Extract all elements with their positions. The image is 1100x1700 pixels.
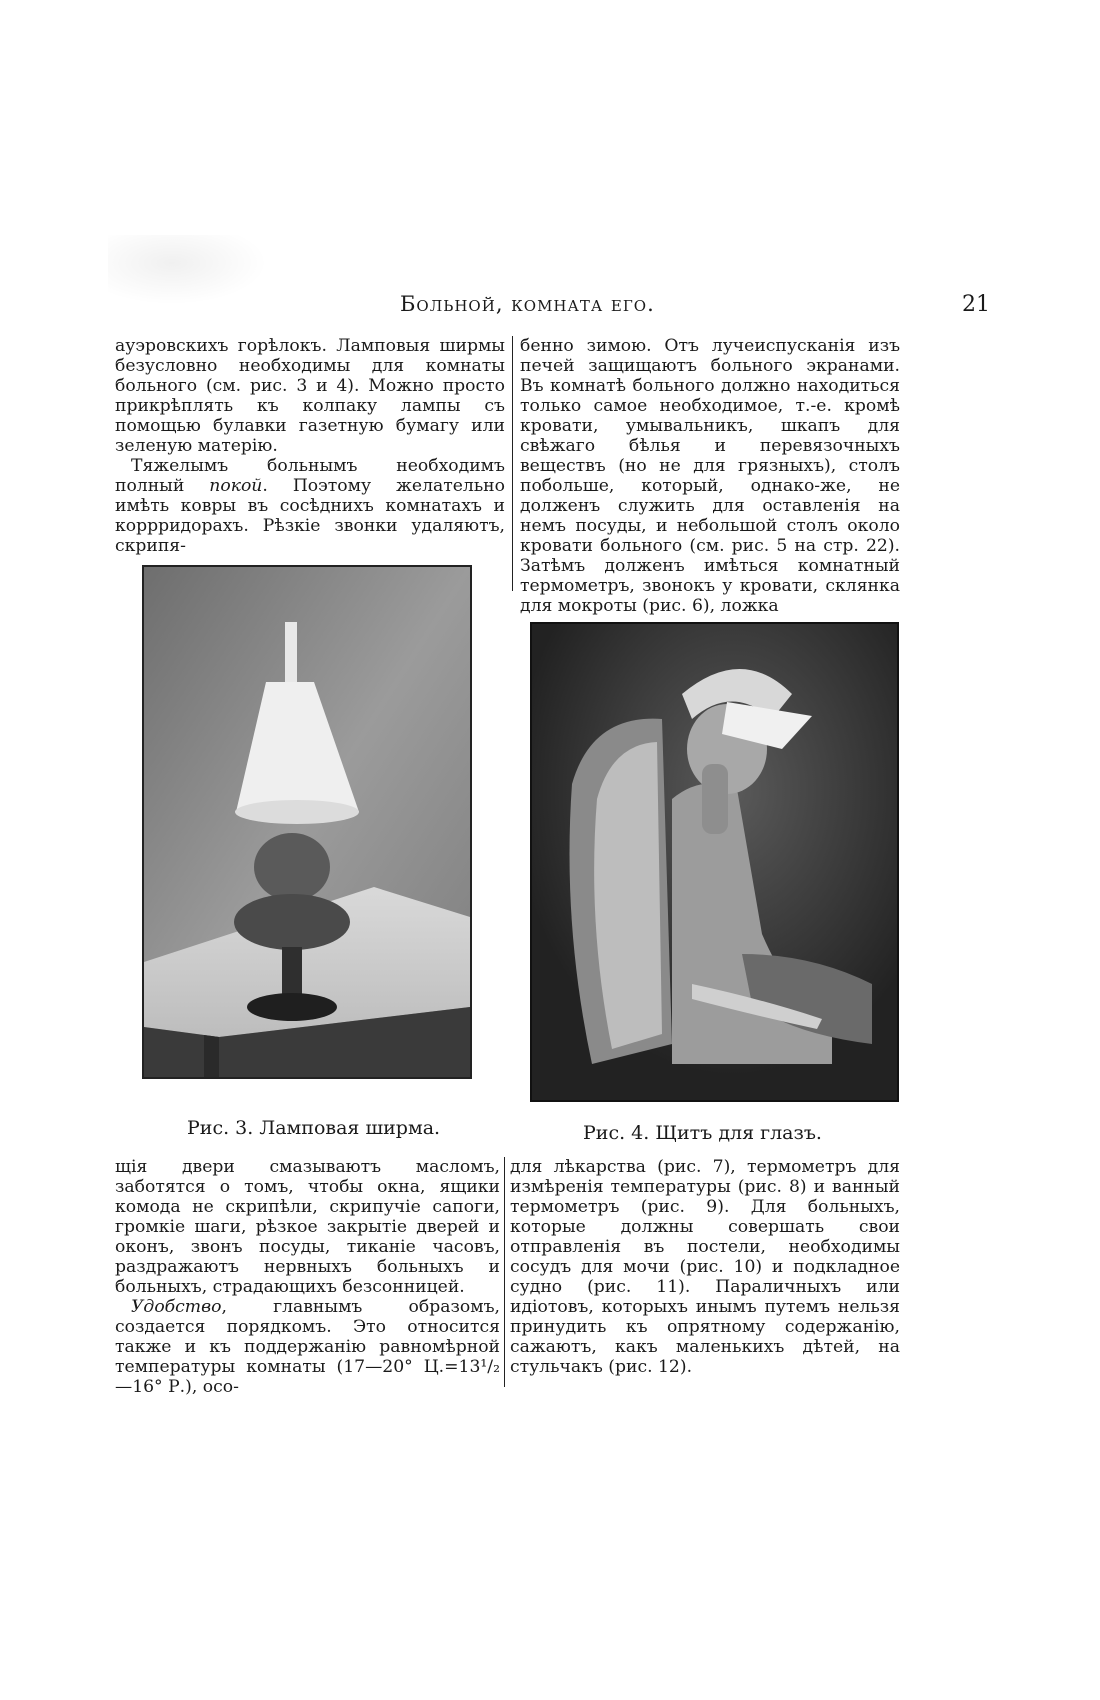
column-bottom-left: [115, 1157, 500, 1397]
emphasis: покой: [209, 476, 263, 496]
column-top-left: [115, 336, 505, 556]
text-run: Тяжелымъ больнымъ необходимъ полный: [115, 456, 505, 496]
column-divider: [504, 1157, 505, 1387]
paragraph: для лѣкарства (рис. 7), термометръ для измѣренія температуры (рис. 8) и ванный термометръ (рис. 9). Для больныхъ, которые должны совершать свои отправленія въ постели, необходимы сосудъ для мочи (рис. 10) и подкладное судно (рис. 11). Параличныхъ или идіотовъ, которыхъ инымъ путемъ нельзя принудить къ опрятному содержанію, сажаютъ, какъ маленькихъ дѣтей, на стульчакъ (рис. 12).: [510, 1157, 900, 1377]
figure-eye-shield: [530, 622, 899, 1102]
emphasis: Удобство: [131, 1297, 222, 1317]
page-number: 21: [962, 292, 990, 317]
paragraph: [115, 456, 505, 556]
lamp-illustration: [144, 567, 470, 1077]
figure-4-caption: Рис. 4. Щитъ для глазъ.: [583, 1122, 822, 1144]
column-divider: [512, 336, 513, 591]
patient-illustration: [532, 624, 897, 1100]
text-run: . Поэтому желательно имѣть ковры въ сосѣднихъ комнатахъ и коррридорахъ. Рѣзкіе звонки удаляютъ, скрипя-: [115, 476, 505, 556]
page-header: [110, 292, 990, 326]
column-top-right: [520, 336, 900, 616]
paragraph: щія двери смазываютъ масломъ, заботятся о томъ, чтобы окна, ящики комода не скрипѣли, скрипучіе сапоги, громкіе шаги, рѣзкое закрытіе дверей и оконъ, звонъ посуды, тиканіе часовъ, раздражаютъ нервныхъ больныхъ и больныхъ, страдающихъ безсонницей.: [115, 1157, 500, 1297]
paragraph: [115, 1297, 500, 1397]
column-bottom-right: [510, 1157, 900, 1377]
running-head: Больной, комната его.: [400, 292, 655, 316]
text-run: , главнымъ образомъ, создается порядкомъ. Это относится также и къ поддержанію равномѣрной температуры комнаты (17—20° Ц.=13¹/₂—16° Р.), осо-: [115, 1297, 500, 1397]
paragraph: ауэровскихъ горѣлокъ. Ламповыя ширмы безусловно необходимы для комнаты больного (см. рис. 3 и 4). Можно просто прикрѣплять къ колпаку лампы съ помощью булавки газетную бумагу или зеленую матерію.: [115, 336, 505, 456]
paragraph: бенно зимою. Отъ лучеиспусканія изъ печей защищаютъ больного экранами. Въ комнатѣ больного должно находиться только самое необходимое, т.-е. кромѣ кровати, умывальникъ, шкапъ для свѣжаго бѣлья и перевязочныхъ веществъ (но не для грязныхъ), столъ побольше, который, однако-же, не долженъ служить для оставленія на немъ посуды, и небольшой столъ около кровати больного (см. рис. 5 на стр. 22). Затѣмъ долженъ имѣться комнатный термометръ, звонокъ у кровати, склянка для мокроты (рис. 6), ложка: [520, 336, 900, 616]
figure-lamp-shade: [142, 565, 472, 1079]
figure-3-caption: Рис. 3. Ламповая ширма.: [187, 1117, 441, 1139]
